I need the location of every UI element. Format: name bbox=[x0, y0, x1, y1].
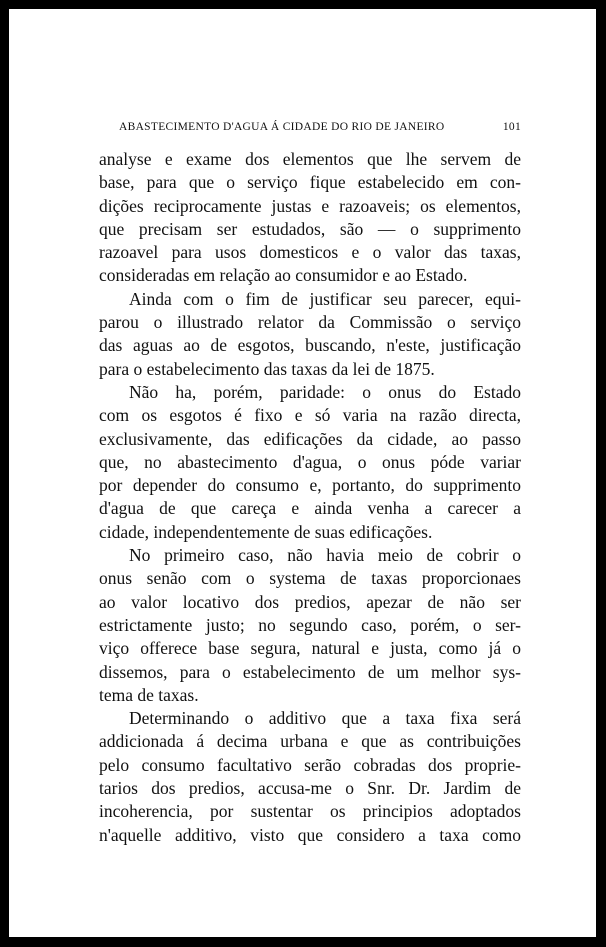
running-title: ABASTECIMENTO D'AGUA Á CIDADE DO RIO DE JANEIRO bbox=[119, 121, 445, 133]
text-line: Determinando o additivo que a taxa fixa será bbox=[129, 708, 521, 729]
text-line: Ainda com o fim de justificar seu parecer, equi- bbox=[129, 288, 521, 309]
body-text bbox=[99, 148, 521, 847]
text-line: dissemos, para o estabelecimento de um melhor sys- bbox=[99, 661, 521, 682]
book-page bbox=[9, 9, 596, 937]
text-line: que precisam ser estudados, são — o supprimento bbox=[99, 218, 521, 239]
text-line: com os esgotos é fixo e só varia na razão directa, bbox=[99, 405, 521, 426]
text-line: por depender do consumo e, portanto, do supprimento bbox=[99, 475, 521, 496]
text-line: analyse e exame dos elementos que lhe servem de bbox=[99, 149, 521, 169]
text-line: estrictamente justo; no segundo caso, porém, o ser- bbox=[99, 614, 521, 635]
text-line: Não ha, porém, paridade: o onus do Estado bbox=[129, 381, 521, 402]
text-line: para o estabelecimento das taxas da lei de 1875. bbox=[99, 358, 435, 379]
text-line: tarios dos predios, accusa-me o Snr. Dr. Jardim de bbox=[99, 778, 521, 799]
text-line: consideradas em relação ao consumidor e ao Estado. bbox=[99, 265, 468, 286]
text-line: cidade, independentemente de suas edificações. bbox=[99, 521, 433, 542]
text-line: que, no abastecimento d'agua, o onus póde variar bbox=[99, 451, 521, 472]
text-line: addicionada á decima urbana e que as contribuições bbox=[99, 731, 521, 752]
text-line: das aguas ao de esgotos, buscando, n'este, justificação bbox=[99, 335, 521, 356]
text-line: No primeiro caso, não havia meio de cobrir o bbox=[129, 545, 521, 566]
text-line: dições reciprocamente justas e razoaveis; os elementos, bbox=[99, 195, 521, 216]
text-line: parou o illustrado relator da Commissão o serviço bbox=[99, 312, 521, 333]
page-number: 101 bbox=[502, 121, 521, 133]
text-line: pelo consumo facultativo serão cobradas dos proprie- bbox=[99, 754, 521, 775]
running-header bbox=[119, 121, 521, 133]
text-line: incoherencia, por sustentar os principios adoptados bbox=[99, 801, 521, 822]
text-line: razoavel para usos domesticos e o valor das taxas, bbox=[99, 242, 521, 263]
text-line: n'aquelle additivo, visto que considero a taxa como bbox=[99, 824, 521, 845]
text-line: viço offerece base segura, natural e justa, como já o bbox=[99, 638, 521, 659]
text-line: onus senão com o systema de taxas proporcionaes bbox=[99, 568, 521, 589]
text-line: exclusivamente, das edificações da cidade, ao passo bbox=[99, 428, 521, 449]
text-line: base, para que o serviço fique estabelecido em con- bbox=[99, 172, 521, 193]
text-line: ao valor locativo dos predios, apezar de não ser bbox=[99, 591, 521, 612]
text-line: tema de taxas. bbox=[99, 684, 199, 705]
text-line: d'agua de que careça e ainda venha a carecer a bbox=[99, 498, 521, 519]
